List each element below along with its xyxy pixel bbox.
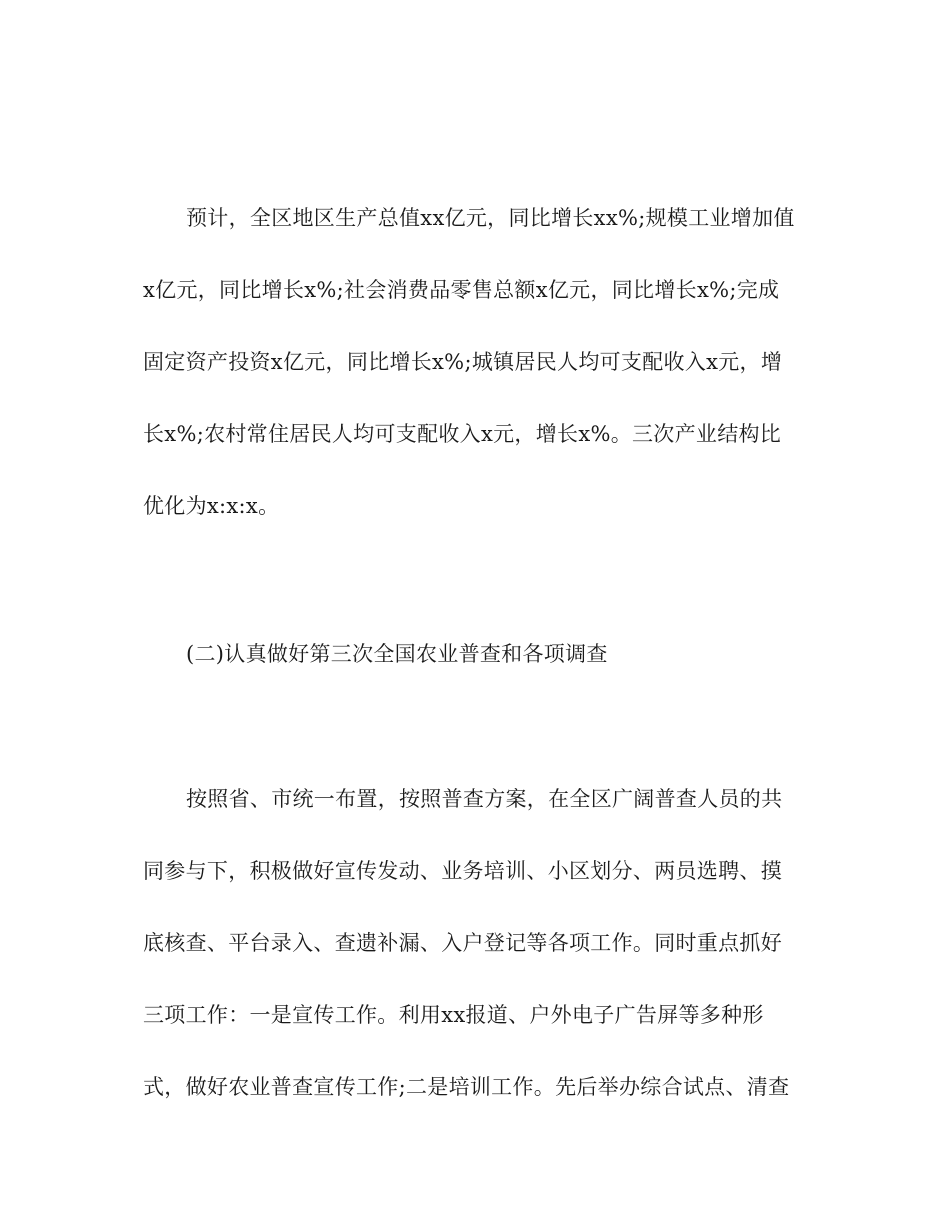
paragraph-2-line-3: 底核查、平台录入、查遗补漏、入户登记等各项工作。同时重点抓好 xyxy=(143,931,782,955)
paragraph-1-line-1: 预计，全区地区生产总值xx亿元，同比增长xx%;规模工业增加值 xyxy=(186,206,795,230)
paragraph-2-line-1: 按照省、市统一布置，按照普查方案，在全区广阔普查人员的共 xyxy=(186,787,783,811)
paragraph-1-line-2: x亿元，同比增长x%;社会消费品零售总额x亿元，同比增长x%;完成 xyxy=(143,278,780,302)
paragraph-1-line-3: 固定资产投资x亿元，同比增长x%;城镇居民人均可支配收入x元，增 xyxy=(143,350,783,374)
paragraph-1-line-4: 长x%;农村常住居民人均可支配收入x元，增长x%。三次产业结构比 xyxy=(143,422,782,446)
paragraph-2-line-2: 同参与下，积极做好宣传发动、业务培训、小区划分、两员选聘、摸 xyxy=(143,859,782,883)
paragraph-2-line-4: 三项工作：一是宣传工作。利用xx报道、户外电子广告屏等多种形 xyxy=(143,1003,764,1027)
paragraph-2-line-5: 式，做好农业普查宣传工作;二是培训工作。先后举办综合试点、清查 xyxy=(143,1075,790,1099)
paragraph-1-line-5: 优化为x:x:x。 xyxy=(143,494,280,518)
section-heading: (二)认真做好第三次全国农业普查和各项调查 xyxy=(186,642,608,666)
